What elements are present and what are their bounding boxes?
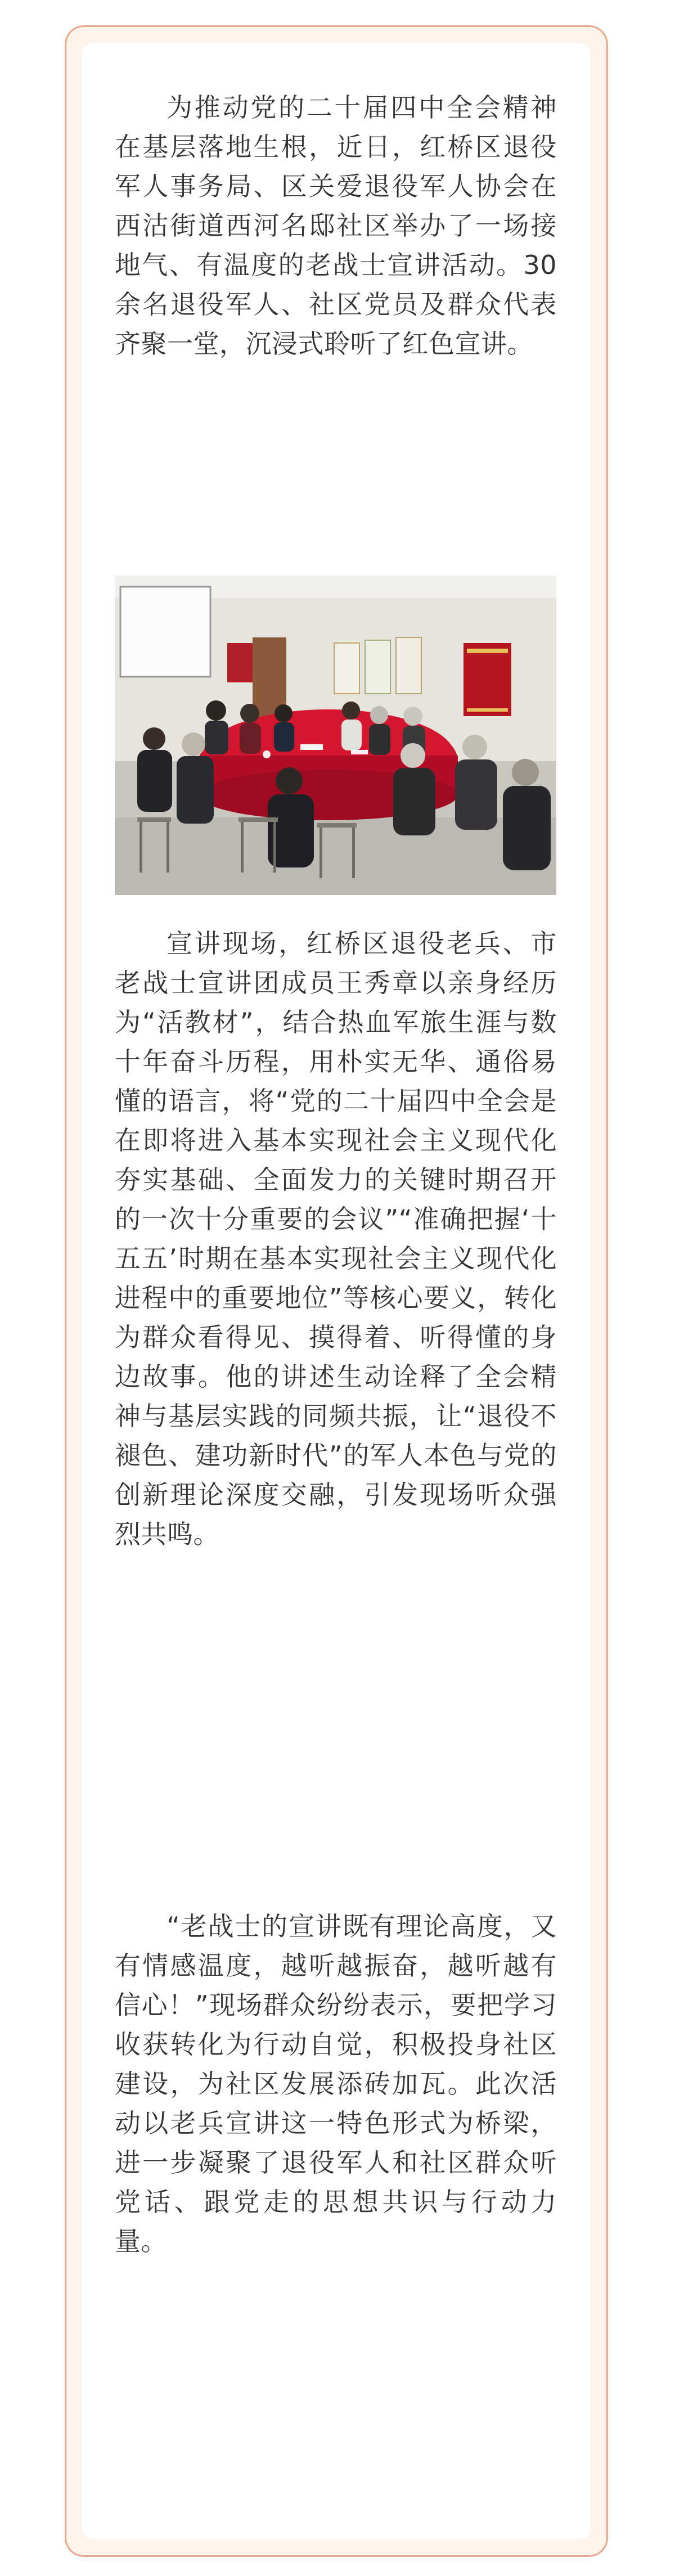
article-card [65, 25, 608, 2557]
event-photo [115, 576, 556, 895]
article-paragraph-intro: 为推动党的二十届四中全会精神在基层落地生根，近日，红桥区退役军人事务局、区关爱退役军人协会在西沽街道西河名邸社区举办了一场接地气、有温度的老战士宣讲活动。30余名退役军人、社区党员及群众代表齐聚一堂，沉浸式聆听了红色宣讲。 [115, 92, 557, 359]
article-paragraph-lecture: 宣讲现场，红桥区退役老兵、市老战士宣讲团成员王秀章以亲身经历为“活教材”，结合热血军旅生涯与数十年奋斗历程，用朴实无华、通俗易懂的语言，将“党的二十届四中全会是在即将进入基本实现社会主义现代化夯实基础、全面发力的关键时期召开的一次十分重要的会议”“准确把握‘十五五’时期在基本实现社会主义现代化进程中的重要地位”等核心要义，转化为群众看得见、摸得着、听得懂的身边故事。他的讲述生动诠释了全会精神与基层实践的同频共振，让“退役不褪色、建功新时代”的军人本色与党的创新理论深度交融，引发现场听众强烈共鸣。 [115, 928, 557, 1549]
article-paragraph-response: “老战士的宣讲既有理论高度，又有情感温度，越听越振奋，越听越有信心！”现场群众纷纷表示，要把学习收获转化为行动自觉，积极投身社区建设，为社区发展添砖加瓦。此次活动以老兵宣讲这一特色形式为桥梁，进一步凝聚了退役军人和社区群众听党话、跟党走的思想共识与行动力量。 [115, 1911, 557, 2256]
event-photo-illustration [115, 576, 556, 895]
